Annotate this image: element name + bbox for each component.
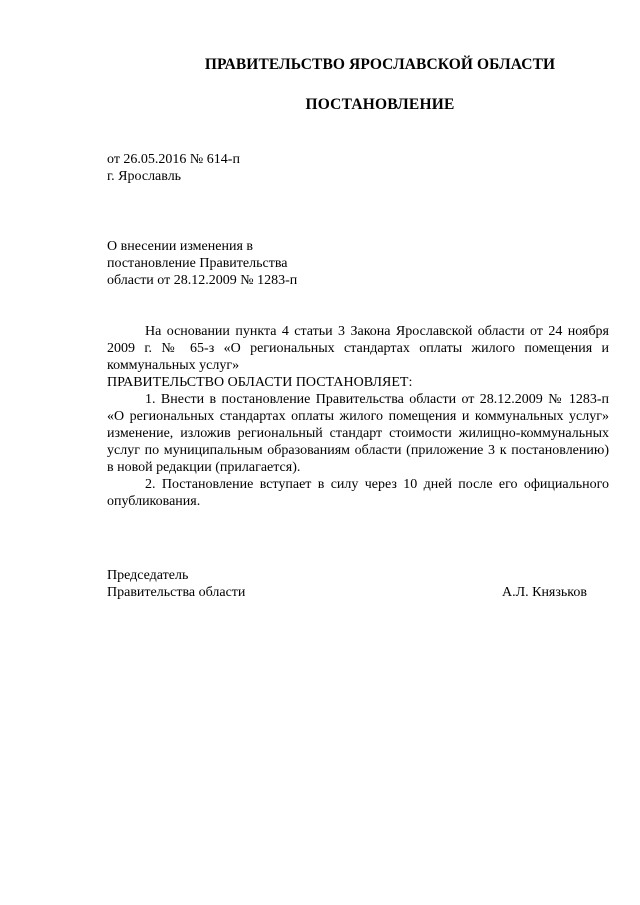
signatory-name: А.Л. Князьков (502, 585, 587, 600)
preamble-paragraph: На основании пункта 4 статьи 3 Закона Ярославской области от 24 ноября 2009 г. № 65-з «О региональных стандартах оплаты жилого помещения и коммунальных услуг» (107, 324, 609, 373)
decree-line: ПРАВИТЕЛЬСТВО ОБЛАСТИ ПОСТАНОВЛЯЕТ: (107, 375, 413, 390)
organization-title: ПРАВИТЕЛЬСТВО ЯРОСЛАВСКОЙ ОБЛАСТИ (204, 56, 556, 73)
subject-line: постановление Правительства (107, 256, 288, 271)
item-1-paragraph: 1. Внести в постановление Правительства области от 28.12.2009 № 1283-п «О региональных стандартах оплаты жилого помещения и коммунальных услуг» изменение, изложив региональный стандарт стоимости жилищно-коммунальных услуг по муниципальным образованиям области (приложение 3 к постановлению) в новой редакции (прилагается). (107, 392, 609, 475)
body-text (107, 323, 609, 510)
signatory-title-line1: Председатель (107, 568, 189, 583)
signatory-title-line2: Правительства области (107, 585, 246, 600)
subject-block (107, 238, 297, 289)
city: г. Ярославль (107, 169, 182, 184)
subject-line: О внесении изменения в (107, 239, 253, 254)
date-block (107, 151, 240, 185)
date-number: от 26.05.2016 № 614-п (107, 152, 240, 167)
subject-line: области от 28.12.2009 № 1283-п (107, 273, 298, 288)
item-2-paragraph: 2. Постановление вступает в силу через 10 дней после его официального опубликования. (107, 477, 609, 509)
signature-block (107, 567, 587, 601)
document-type-title: ПОСТАНОВЛЕНИЕ (305, 96, 455, 113)
